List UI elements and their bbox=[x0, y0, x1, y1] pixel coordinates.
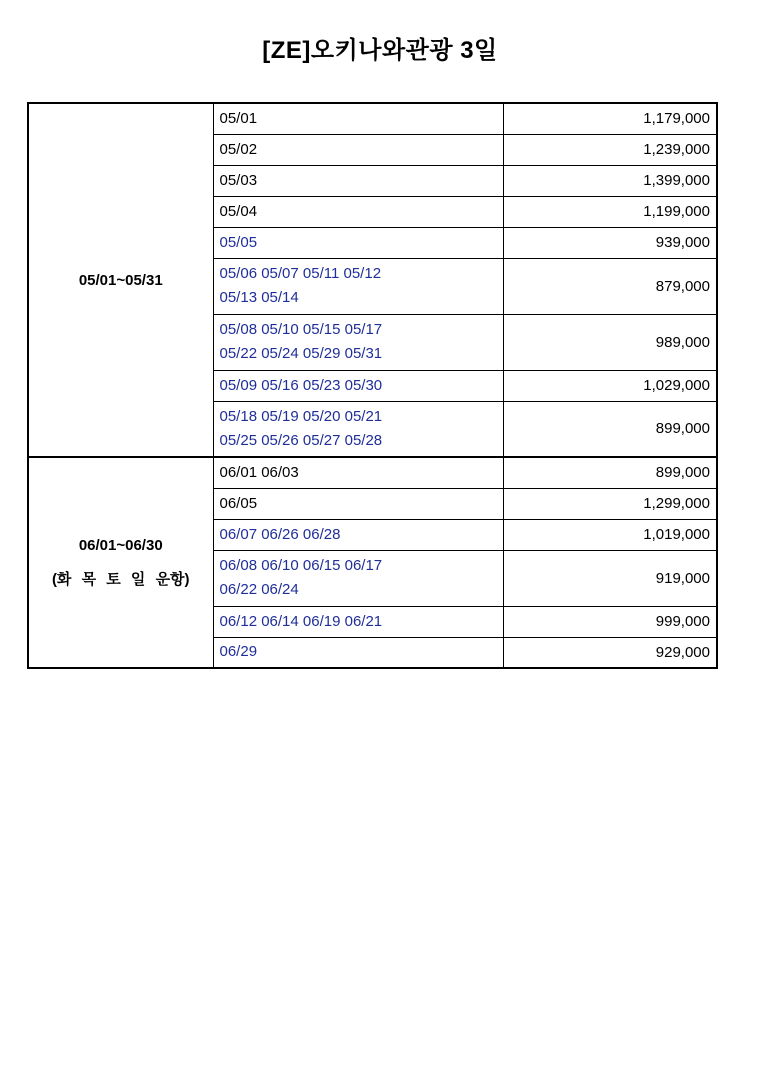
departure-dates-line: 05/04 bbox=[219, 202, 258, 220]
price-cell: 1,179,000 bbox=[503, 103, 717, 134]
departure-dates-line: 06/07 06/26 06/28 bbox=[219, 525, 341, 543]
departure-dates-cell bbox=[213, 637, 503, 668]
period-note: (화 목 토 일 운항) bbox=[51, 570, 190, 588]
departure-dates-line: 06/08 06/10 06/15 06/17 bbox=[219, 557, 383, 574]
departure-dates-cell bbox=[213, 457, 503, 488]
departure-dates-line: 06/12 06/14 06/19 06/21 bbox=[219, 612, 383, 630]
departure-dates-cell bbox=[213, 550, 503, 606]
departure-dates-line: 05/05 bbox=[219, 233, 258, 251]
departure-dates-cell bbox=[213, 314, 503, 370]
departure-dates-cell bbox=[213, 258, 503, 314]
departure-dates-line: 05/08 05/10 05/15 05/17 bbox=[219, 321, 383, 338]
price-cell: 899,000 bbox=[503, 457, 717, 488]
departure-dates-line: 05/22 05/24 05/29 05/31 bbox=[219, 345, 383, 362]
table-row bbox=[28, 103, 717, 134]
period-label: 05/01~05/31 bbox=[78, 271, 163, 289]
departure-dates-cell bbox=[213, 227, 503, 258]
departure-dates-cell bbox=[213, 370, 503, 401]
departure-dates-line: 05/06 05/07 05/11 05/12 bbox=[219, 265, 382, 282]
departure-dates-line: 06/01 06/03 bbox=[219, 463, 299, 481]
departure-dates-cell bbox=[213, 519, 503, 550]
departure-dates-line: 05/18 05/19 05/20 05/21 bbox=[219, 407, 383, 425]
period-cell bbox=[28, 457, 213, 668]
departure-dates-line: 05/03 bbox=[219, 171, 258, 189]
departure-dates-line: 05/01 bbox=[219, 109, 258, 127]
price-cell: 1,399,000 bbox=[503, 165, 717, 196]
price-table bbox=[27, 102, 718, 669]
price-cell: 939,000 bbox=[503, 227, 717, 258]
period-cell bbox=[28, 103, 213, 457]
departure-dates-line: 05/25 05/26 05/27 05/28 bbox=[219, 431, 383, 449]
price-cell: 1,029,000 bbox=[503, 370, 717, 401]
price-cell: 1,199,000 bbox=[503, 196, 717, 227]
price-cell: 989,000 bbox=[503, 314, 717, 370]
departure-dates-cell bbox=[213, 134, 503, 165]
departure-dates-cell bbox=[213, 103, 503, 134]
price-cell: 919,000 bbox=[503, 550, 717, 606]
price-cell: 879,000 bbox=[503, 258, 717, 314]
departure-dates-cell bbox=[213, 401, 503, 457]
departure-dates-cell bbox=[213, 165, 503, 196]
page-title: [ZE]오키나와관광 3일 bbox=[262, 37, 498, 64]
price-cell: 1,299,000 bbox=[503, 488, 717, 519]
departure-dates-line: 05/09 05/16 05/23 05/30 bbox=[219, 376, 383, 394]
departure-dates-line: 06/29 bbox=[219, 643, 258, 661]
price-table-body bbox=[28, 103, 717, 668]
departure-dates-cell bbox=[213, 606, 503, 637]
departure-dates-line: 05/02 bbox=[219, 140, 258, 158]
departure-dates-line: 06/22 06/24 bbox=[219, 581, 299, 598]
departure-dates-line: 06/05 bbox=[219, 494, 258, 512]
price-cell: 1,019,000 bbox=[503, 519, 717, 550]
price-cell: 899,000 bbox=[503, 401, 717, 457]
price-cell: 999,000 bbox=[503, 606, 717, 637]
departure-dates-line: 05/13 05/14 bbox=[219, 289, 299, 306]
price-cell: 929,000 bbox=[503, 637, 717, 668]
departure-dates-cell bbox=[213, 196, 503, 227]
departure-dates-cell bbox=[213, 488, 503, 519]
period-label: 06/01~06/30 bbox=[78, 536, 163, 554]
table-row bbox=[28, 457, 717, 488]
price-cell: 1,239,000 bbox=[503, 134, 717, 165]
